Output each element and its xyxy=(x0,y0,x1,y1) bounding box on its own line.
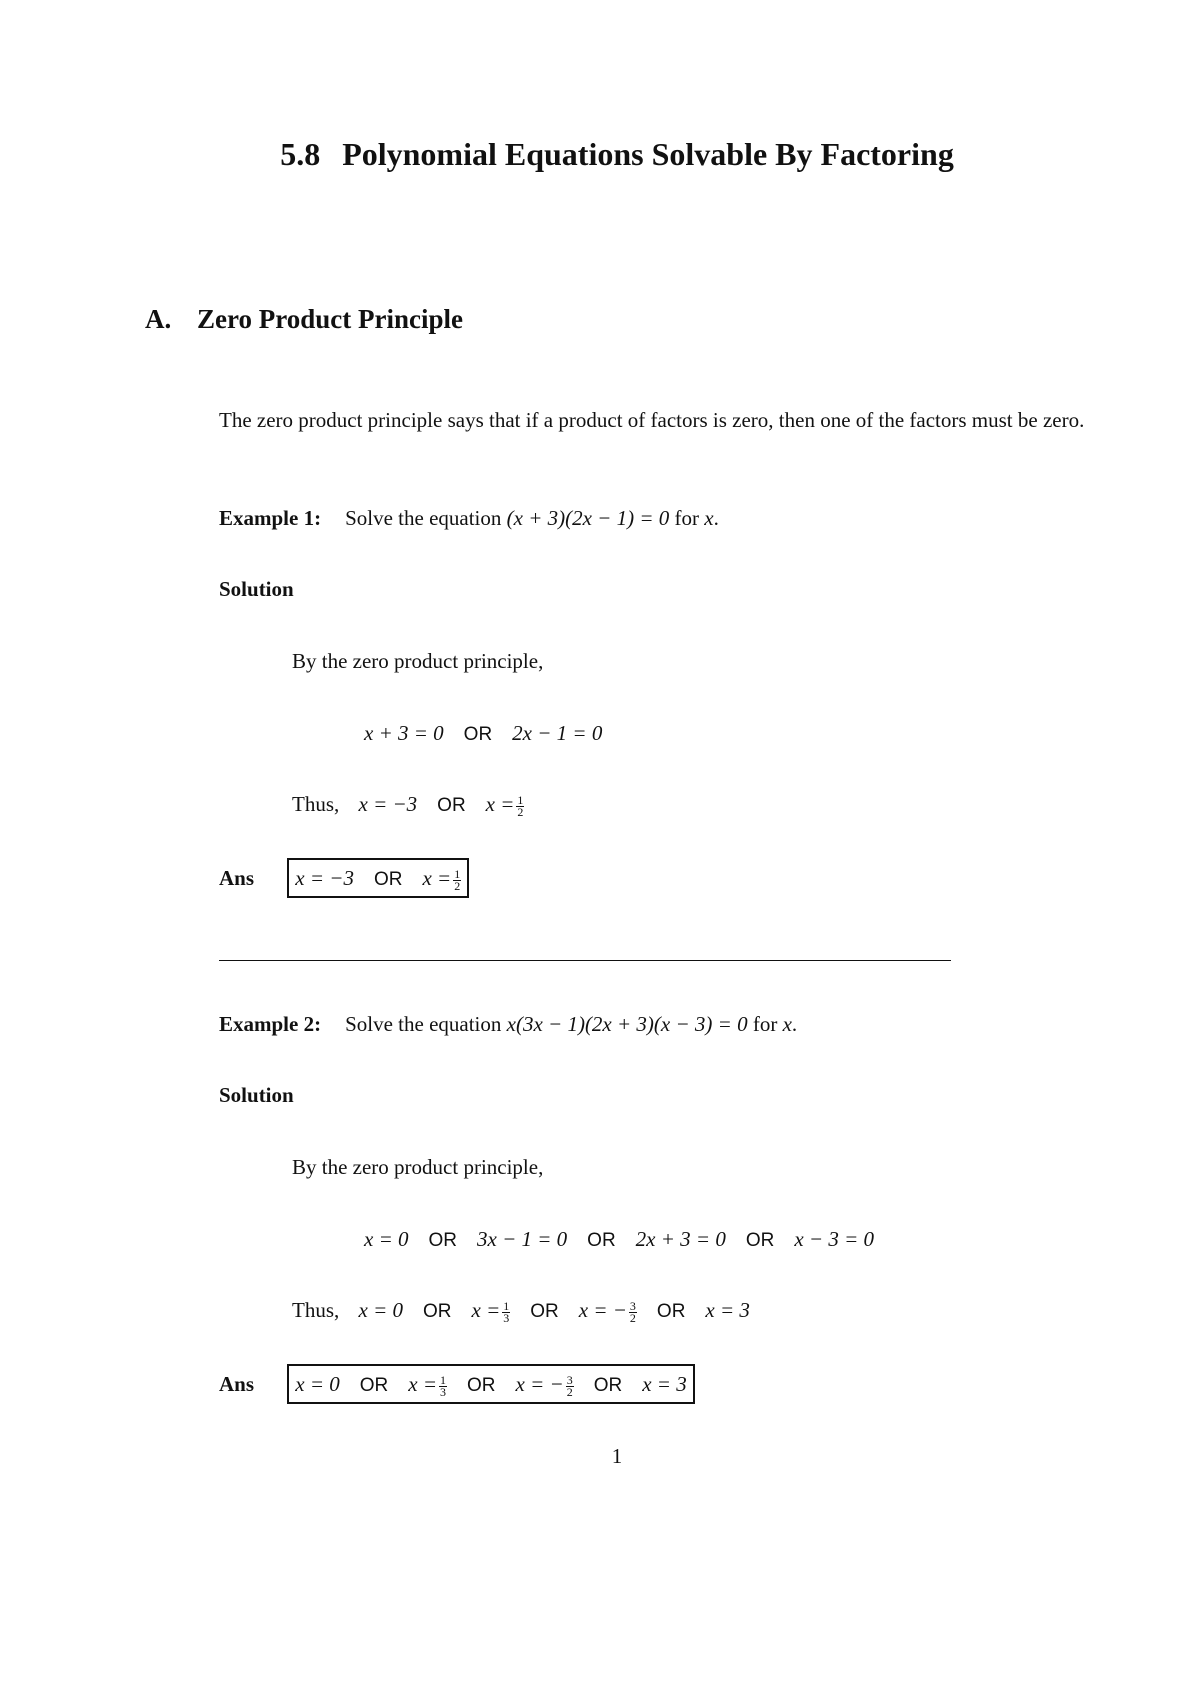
answer-value: x = xyxy=(422,866,452,890)
example2-statement: Example 2: Solve the equation x(3x − 1)(2x + 3)(x − 3) = 0 for x. xyxy=(219,1012,798,1036)
page-number: 1 xyxy=(611,1444,623,1468)
fraction xyxy=(502,1298,510,1325)
fraction-numerator: 1 xyxy=(454,866,461,881)
example2-answer xyxy=(219,1372,695,1398)
or-word: OR xyxy=(359,1375,389,1396)
thus-label: Thus, xyxy=(292,1298,340,1322)
step-result: x = xyxy=(485,792,515,816)
or-word: OR xyxy=(593,1375,623,1396)
answer-box xyxy=(287,1364,694,1404)
step-result: x = −3 xyxy=(358,792,418,816)
or-word: OR xyxy=(423,1301,452,1322)
example1-solution-label: Solution xyxy=(219,577,294,601)
step-result: x = 0 xyxy=(358,1298,403,1322)
fraction xyxy=(516,792,524,819)
fraction-denominator: 3 xyxy=(503,1310,510,1325)
fraction-denominator: 2 xyxy=(454,878,461,893)
ans-label: Ans xyxy=(219,866,255,890)
step-equation: x − 3 = 0 xyxy=(794,1227,875,1251)
step-equation: 2x + 3 = 0 xyxy=(635,1227,726,1251)
for-word: for xyxy=(674,506,700,530)
fraction-numerator: 1 xyxy=(440,1372,447,1387)
example2-equation: x(3x − 1)(2x + 3)(x − 3) = 0 xyxy=(506,1012,748,1036)
example1-equation: (x + 3)(2x − 1) = 0 xyxy=(506,506,670,530)
example1-statement: Example 1: Solve the equation (x + 3)(2x − 1) = 0 for x. xyxy=(219,506,719,530)
fraction-numerator: 3 xyxy=(566,1372,573,1387)
step-result: x = xyxy=(471,1298,501,1322)
title-text: Polynomial Equations Solvable By Factoring xyxy=(342,136,954,172)
thus-label: Thus, xyxy=(292,792,340,816)
section-divider xyxy=(219,960,951,961)
fraction-denominator: 2 xyxy=(629,1310,636,1325)
step-result: x = 3 xyxy=(705,1298,750,1322)
fraction xyxy=(629,1298,637,1325)
step-equation: 2x − 1 = 0 xyxy=(512,721,603,745)
answer-value: x = 0 xyxy=(295,1372,340,1396)
answer-box xyxy=(287,858,469,898)
step-equation: x + 3 = 0 xyxy=(364,721,444,745)
fraction xyxy=(439,1372,447,1399)
page-title xyxy=(0,136,1200,173)
or-word: OR xyxy=(530,1301,559,1322)
or-word: OR xyxy=(373,869,403,890)
fraction-numerator: 1 xyxy=(503,1298,510,1313)
fraction-numerator: 3 xyxy=(629,1298,636,1313)
or-word: OR xyxy=(437,795,466,816)
or-word: OR xyxy=(463,724,493,745)
fraction xyxy=(453,866,461,893)
fraction-numerator: 1 xyxy=(517,792,524,807)
answer-value: x = −3 xyxy=(295,866,354,890)
step-equation: x = 0 xyxy=(364,1227,409,1251)
section-title: Zero Product Principle xyxy=(197,304,463,334)
example1-principle-line: By the zero product principle, xyxy=(292,649,544,673)
fraction xyxy=(566,1372,574,1399)
variable: x xyxy=(704,506,714,530)
example2-step2 xyxy=(292,1298,750,1324)
fraction-denominator: 2 xyxy=(517,804,524,819)
solve-prefix: Solve the equation xyxy=(345,1012,502,1036)
or-word: OR xyxy=(745,1230,775,1251)
or-word: OR xyxy=(428,1230,457,1251)
answer-value: x = − xyxy=(515,1372,564,1396)
example2-solution-label: Solution xyxy=(219,1083,294,1107)
example2-step1 xyxy=(364,1227,874,1252)
section-letter: A. xyxy=(145,304,172,334)
step-result: x = − xyxy=(578,1298,627,1322)
example2-principle-line: By the zero product principle, xyxy=(292,1155,544,1179)
section-heading xyxy=(145,304,463,335)
answer-value: x = 3 xyxy=(642,1372,687,1396)
title-number: 5.8 xyxy=(280,136,321,172)
or-word: OR xyxy=(467,1375,496,1396)
or-word: OR xyxy=(656,1301,686,1322)
ans-label: Ans xyxy=(219,1372,255,1396)
solve-prefix: Solve the equation xyxy=(345,506,502,530)
for-word: for xyxy=(752,1012,778,1036)
example1-step1 xyxy=(364,721,602,746)
answer-value: x = xyxy=(408,1372,438,1396)
example1-step2 xyxy=(292,792,524,818)
example1-answer xyxy=(219,866,469,892)
example1-label: Example 1: xyxy=(219,506,322,530)
example2-label: Example 2: xyxy=(219,1012,322,1036)
fraction-denominator: 3 xyxy=(440,1384,447,1399)
fraction-denominator: 2 xyxy=(566,1384,573,1399)
variable: x xyxy=(782,1012,792,1036)
or-word: OR xyxy=(587,1230,616,1251)
intro-paragraph: The zero product principle says that if a product of factors is zero, then one of the factors must be zero. xyxy=(219,408,1085,432)
step-equation: 3x − 1 = 0 xyxy=(477,1227,568,1251)
